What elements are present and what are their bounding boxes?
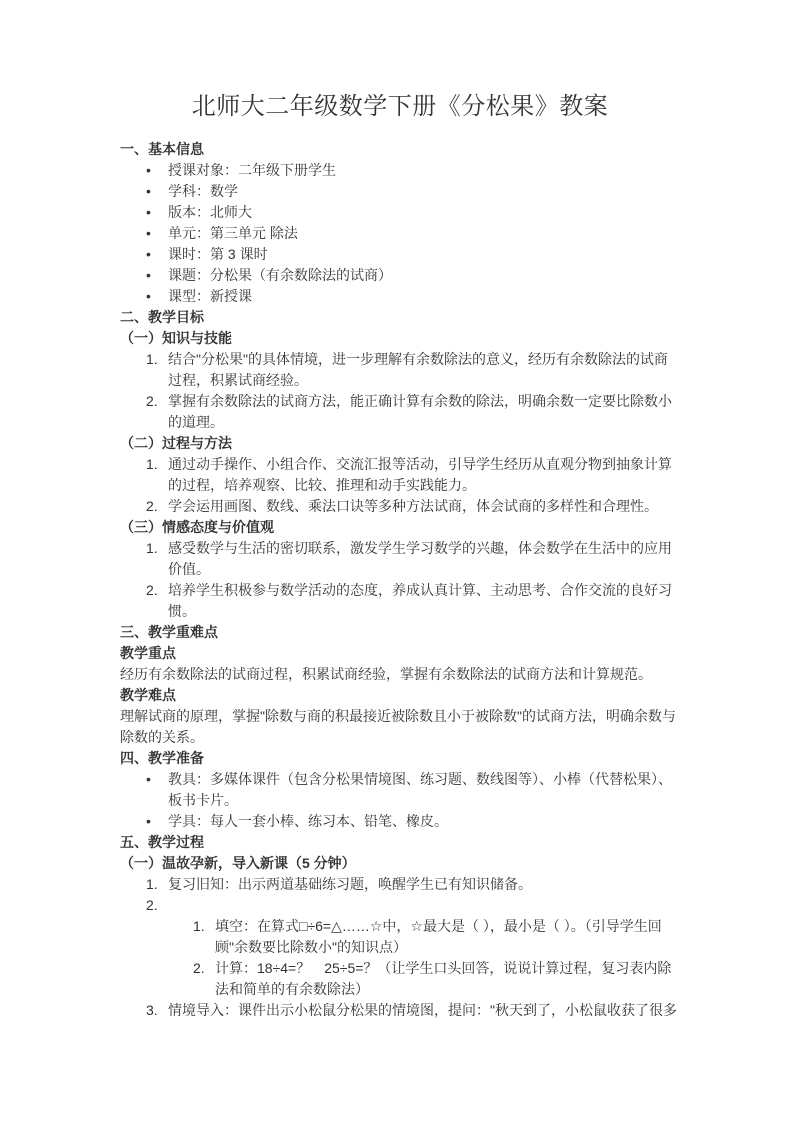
numbered-item	[120, 349, 680, 391]
item-number: 1.	[146, 876, 158, 892]
section-heading-key-points: 三、教学重难点	[120, 624, 218, 640]
difficulty-paragraph: 理解试商的原理，掌握"除数与商的积最接近被除数且小于被除数"的试商方法，明确余数与除数的关系。	[120, 708, 676, 745]
numbered-item-text: 复习旧知：出示两道基础练习题，唤醒学生已有知识储备。	[168, 876, 532, 892]
list-item-text: 课题：分松果（有余数除法的试商）	[168, 267, 392, 283]
item-number: 2.	[146, 393, 158, 409]
item-number: 2.	[193, 960, 205, 976]
focus-heading: 教学重点	[120, 645, 176, 661]
list-item-unit	[120, 223, 680, 244]
section-heading-preparation: 四、教学准备	[120, 750, 204, 766]
bullet-icon: •	[146, 183, 151, 199]
list-item-text: 课时：第 3 课时	[168, 246, 268, 262]
numbered-item-text: 通过动手操作、小组合作、交流汇报等活动，引导学生经历从直观分物到抽象计算的过程，培养观察、比较、推理和动手实践能力。	[168, 456, 672, 493]
item-number: 2.	[146, 897, 158, 913]
subsection-heading-process-method: （二）过程与方法	[120, 435, 232, 451]
numbered-item-text: 掌握有余数除法的试商方法，能正确计算有余数的除法，明确余数一定要比除数小的道理。	[168, 393, 672, 430]
list-item-text: 授课对象：二年级下册学生	[168, 162, 336, 178]
numbered-item	[120, 1000, 680, 1021]
list-item-text: 教具：多媒体课件（包含分松果情境图、练习题、数线图等）、小棒（代替松果）、板书卡片。	[168, 771, 672, 808]
numbered-item-text: 感受数学与生活的密切联系，激发学生学习数学的兴趣，体会数学在生活中的应用价值。	[168, 540, 672, 577]
bullet-icon: •	[146, 204, 151, 220]
numbered-item	[120, 391, 680, 433]
difficulty-heading: 教学难点	[120, 687, 176, 703]
item-number: 2.	[146, 498, 158, 514]
numbered-item-text: 学会运用画图、数线、乘法口诀等多种方法试商，体会试商的多样性和合理性。	[168, 498, 658, 514]
item-number: 1.	[193, 918, 205, 934]
numbered-item	[120, 538, 680, 580]
doc-title: 北师大二年级数学下册《分松果》教案	[191, 93, 609, 120]
numbered-item-text: 情境导入：课件出示小松鼠分松果的情境图，提问："秋天到了，小松鼠收获了很多	[168, 1002, 677, 1018]
item-number: 1.	[146, 456, 158, 472]
list-item-text: 课型：新授课	[168, 288, 252, 304]
item-number: 3.	[146, 1002, 158, 1018]
list-item-text: 学具：每人一套小棒、练习本、铅笔、橡皮。	[168, 813, 448, 829]
list-item-period	[120, 244, 680, 265]
list-item-lesson-type	[120, 286, 680, 307]
list-item-text: 版本：北师大	[168, 204, 252, 220]
bullet-icon: •	[146, 813, 151, 829]
list-item-teaching-aids	[120, 769, 680, 811]
subsection-heading-knowledge: （一）知识与技能	[120, 330, 232, 346]
list-item-text: 单元：第三单元 除法	[168, 225, 298, 241]
item-number: 1.	[146, 540, 158, 556]
list-item-topic	[120, 265, 680, 286]
section-heading-basic-info: 一、基本信息	[120, 141, 204, 157]
list-item-target-students	[120, 160, 680, 181]
section-heading-objectives: 二、教学目标	[120, 309, 204, 325]
stage1-heading: （一）温故孕新，导入新课（5 分钟）	[120, 855, 356, 871]
nested-numbered-item	[120, 958, 680, 1000]
numbered-item	[120, 895, 680, 916]
numbered-item-text: 培养学生积极参与数学活动的态度，养成认真计算、主动思考、合作交流的良好习惯。	[168, 582, 672, 619]
bullet-icon: •	[146, 246, 151, 262]
list-item-text: 学科：数学	[168, 183, 238, 199]
numbered-item	[120, 580, 680, 622]
nested-item-text: 计算：18÷4=？ 25÷5=？（让学生口头回答，说说计算过程，复习表内除法和简单的有余数除法）	[215, 960, 672, 997]
bullet-icon: •	[146, 225, 151, 241]
nested-numbered-item	[120, 916, 680, 958]
subsection-heading-emotion: （三）情感态度与价值观	[120, 519, 274, 535]
focus-paragraph: 经历有余数除法的试商过程，积累试商经验，掌握有余数除法的试商方法和计算规范。	[120, 666, 652, 682]
bullet-icon: •	[146, 771, 151, 787]
numbered-item-text	[168, 895, 680, 916]
list-item-edition	[120, 202, 680, 223]
numbered-item	[120, 496, 680, 517]
list-item-subject	[120, 181, 680, 202]
section-heading-process: 五、教学过程	[120, 834, 204, 850]
numbered-item	[120, 874, 680, 895]
item-number: 1.	[146, 351, 158, 367]
item-number: 2.	[146, 582, 158, 598]
nested-item-text: 填空：在算式□÷6=△……☆中，☆最大是（ ），最小是（ ）。（引导学生回顾"余数要比除数小"的知识点）	[215, 918, 662, 955]
bullet-icon: •	[146, 267, 151, 283]
numbered-item	[120, 454, 680, 496]
numbered-item-text: 结合"分松果"的具体情境，进一步理解有余数除法的意义，经历有余数除法的试商过程，积累试商经验。	[168, 351, 668, 388]
bullet-icon: •	[146, 288, 151, 304]
list-item-student-aids	[120, 811, 680, 832]
bullet-icon: •	[146, 162, 151, 178]
